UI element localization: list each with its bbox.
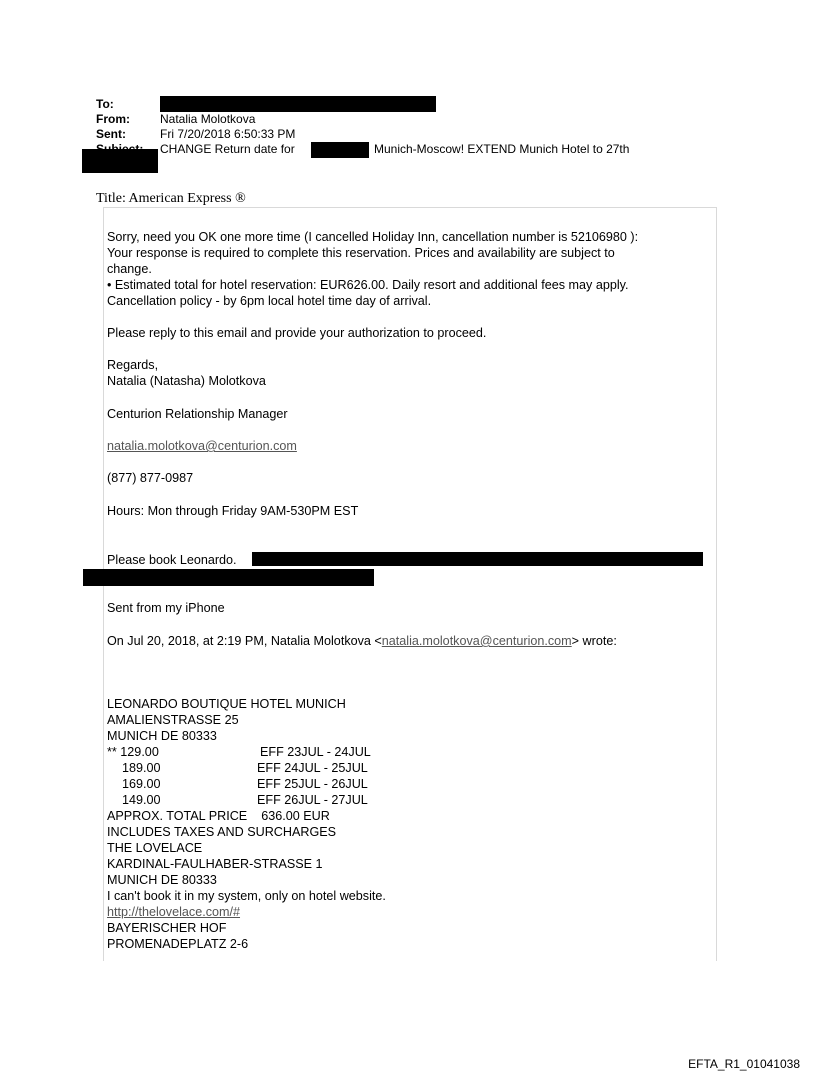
reply-text: Please book Leonardo. — [107, 553, 237, 567]
title-line: Title: American Express ® — [96, 191, 246, 206]
quote-prefix: On Jul 20, 2018, at 2:19 PM, Natalia Molotkova < — [107, 634, 382, 648]
redaction-subject-name — [311, 142, 369, 158]
quote-header — [107, 633, 617, 649]
regards: Regards, — [107, 358, 159, 372]
hotel2-note: I can't book it in my system, only on hotel website. — [107, 889, 386, 903]
rate-dates-4: EFF 26JUL - 27JUL — [257, 793, 368, 807]
sent-label: Sent: — [96, 127, 126, 141]
rate-dates-2: EFF 24JUL - 25JUL — [257, 761, 368, 775]
hotel2-street: KARDINAL-FAULHABER-STRASSE 1 — [107, 857, 323, 871]
quote-suffix: > wrote: — [571, 634, 617, 648]
sent-from-iphone: Sent from my iPhone — [107, 601, 225, 615]
hotel2-city: MUNICH DE 80333 — [107, 873, 217, 887]
body-para1-line3: change. — [107, 262, 152, 276]
document-id: EFTA_R1_01041038 — [688, 1057, 800, 1071]
hotel2-website-link[interactable]: http://thelovelace.com/# — [107, 905, 241, 919]
signature-title: Centurion Relationship Manager — [107, 407, 288, 421]
redaction-reply-line1 — [252, 552, 703, 566]
redaction-to-recipient — [160, 96, 436, 112]
body-para1-line4: • Estimated total for hotel reservation: EUR626.00. Daily resort and additional fees may apply. — [107, 278, 629, 292]
body-para1-line1: Sorry, need you OK one more time (I cancelled Holiday Inn, cancellation number is 52106980 ): — [107, 230, 639, 244]
rate-dates-3: EFF 25JUL - 26JUL — [257, 777, 368, 791]
body-para2: Please reply to this email and provide your authorization to proceed. — [107, 326, 487, 340]
hotel2-name: THE LOVELACE — [107, 841, 203, 855]
subject-part1: CHANGE Return date for — [160, 142, 295, 156]
from-label: From: — [96, 112, 130, 126]
rate-price-1: ** 129.00 — [107, 745, 159, 759]
body-para1-line5: Cancellation policy - by 6pm local hotel time day of arrival. — [107, 294, 432, 308]
to-label: To: — [96, 97, 114, 111]
hotel1-name: LEONARDO BOUTIQUE HOTEL MUNICH — [107, 697, 346, 711]
quote-email-link[interactable]: natalia.molotkova@centurion.com — [381, 634, 572, 648]
redaction-subject-label — [82, 149, 158, 173]
signature-hours: Hours: Mon through Friday 9AM-530PM EST — [107, 504, 359, 518]
rate-price-4: 149.00 — [122, 793, 161, 807]
rate-dates-1: EFF 23JUL - 24JUL — [260, 745, 371, 759]
hotel1-city: MUNICH DE 80333 — [107, 729, 217, 743]
rate-price-2: 189.00 — [122, 761, 161, 775]
body-para1-line2: Your response is required to complete this reservation. Prices and availability are subject to — [107, 246, 615, 260]
signature-phone: (877) 877-0987 — [107, 471, 194, 485]
taxes-line: INCLUDES TAXES AND SURCHARGES — [107, 825, 337, 839]
signature-name: Natalia (Natasha) Molotkova — [107, 374, 266, 388]
signature-email-link[interactable]: natalia.molotkova@centurion.com — [107, 439, 297, 453]
hotel3-street: PROMENADEPLATZ 2-6 — [107, 937, 249, 951]
redaction-reply-line2 — [83, 569, 374, 586]
total-price: APPROX. TOTAL PRICE 636.00 EUR — [107, 809, 330, 823]
hotel3-name: BAYERISCHER HOF — [107, 921, 227, 935]
from-value: Natalia Molotkova — [160, 112, 256, 126]
hotel1-street: AMALIENSTRASSE 25 — [107, 713, 239, 727]
subject-part2: Munich-Moscow! EXTEND Munich Hotel to 27th — [374, 142, 630, 156]
rate-price-3: 169.00 — [122, 777, 161, 791]
sent-value: Fri 7/20/2018 6:50:33 PM — [160, 127, 296, 141]
